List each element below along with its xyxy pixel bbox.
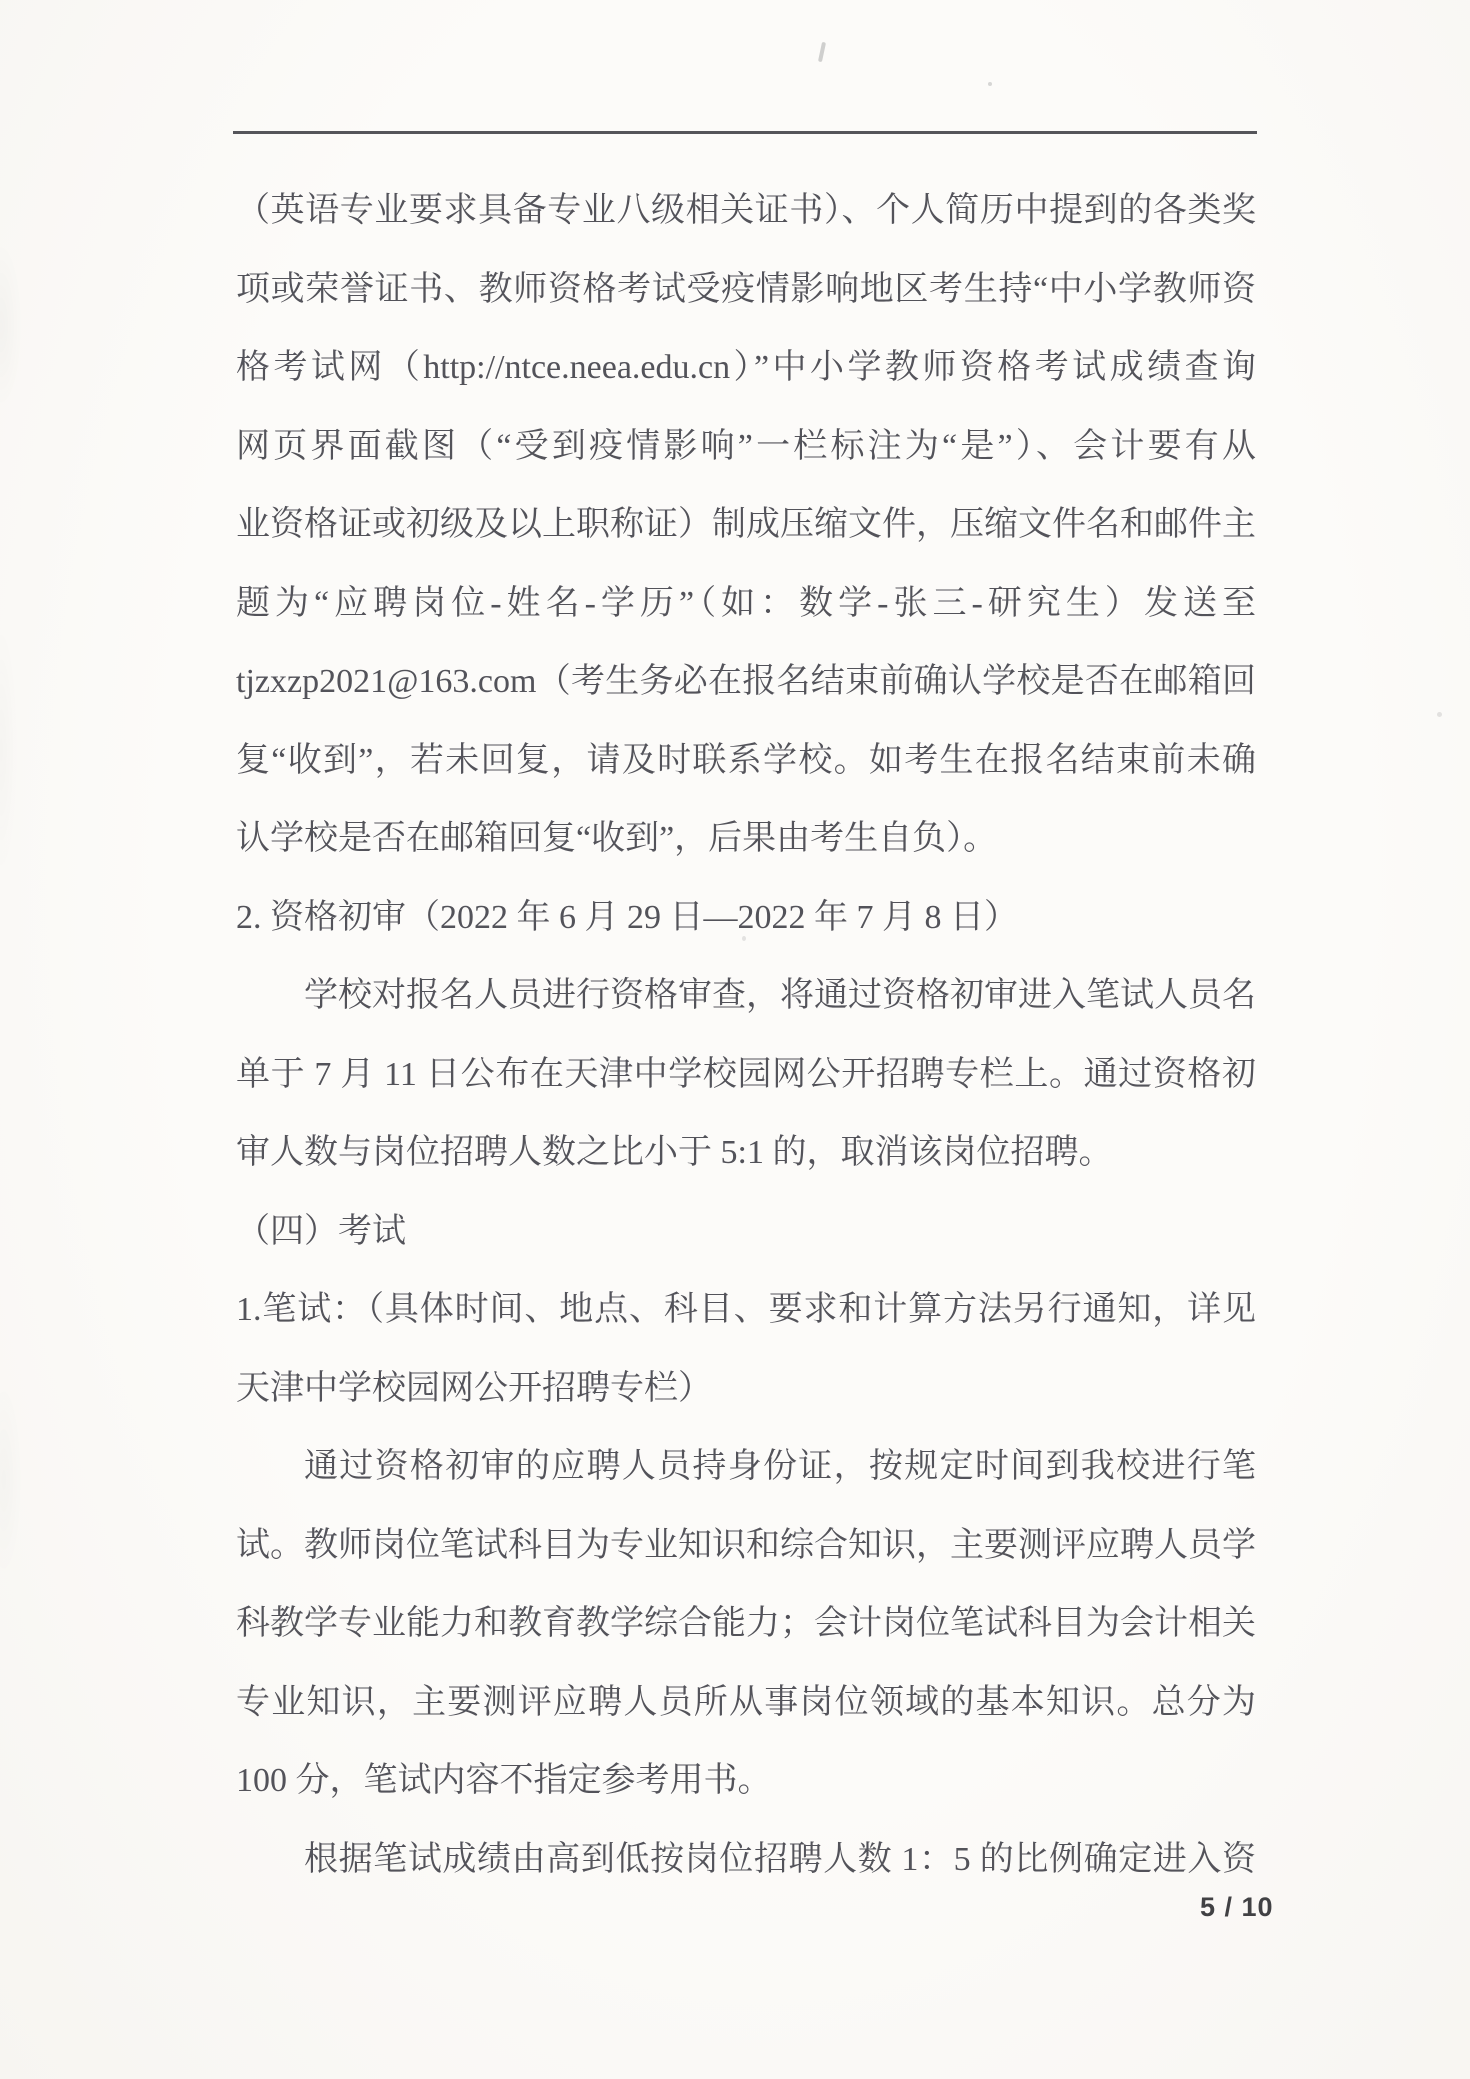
scan-speck: [742, 936, 746, 941]
text-line: 试。教师岗位笔试科目为专业知识和综合知识，主要测评应聘人员学: [236, 1526, 1256, 1564]
text-line: 100 分，笔试内容不指定参考用书。: [236, 1762, 772, 1799]
text-line: 专业知识，主要测评应聘人员所从事岗位领域的基本知识。总分为: [236, 1683, 1256, 1721]
header-rule: [233, 131, 1257, 134]
text-line: 科教学专业能力和教育教学综合能力；会计岗位笔试科目为会计相关: [236, 1605, 1256, 1642]
text-line: 项或荣誉证书、教师资格考试受疫情影响地区考生持“中小学教师资: [236, 270, 1256, 308]
text-line: 天津中学校园网公开招聘专栏）: [236, 1369, 712, 1407]
scan-mark: [818, 42, 826, 62]
scan-speck: [1437, 712, 1442, 717]
text-line: 学校对报名人员进行资格审查，将通过资格初审进入笔试人员名: [304, 977, 1256, 1014]
text-line: 2. 资格初审（2022 年 6 月 29 日—2022 年 7 月 8 日）: [236, 898, 1018, 936]
text-line: 认学校是否在邮箱回复“收到”，后果由考生自负）。: [236, 820, 998, 857]
text-line: 题为“应聘岗位-姓名-学历”（如：数学-张三-研究生）发送至: [236, 584, 1256, 622]
text-line: 网页界面截图（“受到疫情影响”一栏标注为“是”）、会计要有从: [236, 427, 1256, 465]
text-line: 复“收到”，若未回复，请及时联系学校。如考生在报名结束前未确: [236, 741, 1256, 779]
text-line: 根据笔试成绩由高到低按岗位招聘人数 1：5 的比例确定进入资: [304, 1840, 1256, 1878]
text-line: 1.笔试：（具体时间、地点、科目、要求和计算方法另行通知，详见: [236, 1291, 1256, 1328]
scan-speck: [988, 82, 992, 86]
text-line: 单于 7 月 11 日公布在天津中学校园网公开招聘专栏上。通过资格初: [236, 1055, 1256, 1093]
page-number: 5 / 10: [1200, 1892, 1274, 1922]
text-line: 业资格证或初级及以上职称证）制成压缩文件，压缩文件名和邮件主: [236, 506, 1256, 543]
text-line: 格考试网（http://ntce.neea.edu.cn）”中小学教师资格考试成绩查询: [236, 349, 1256, 386]
scan-smudge: [0, 240, 22, 410]
text-line: （四）考试: [236, 1212, 406, 1250]
scan-smudge: [0, 1380, 22, 1580]
scan-smudge: [0, 620, 18, 880]
text-line: 审人数与岗位招聘人数之比小于 5:1 的，取消该岗位招聘。: [236, 1134, 1113, 1171]
document-body: [236, 172, 1256, 1899]
text-line: tjzxzp2021@163.com（考生务必在报名结束前确认学校是否在邮箱回: [236, 663, 1256, 700]
text-line: 通过资格初审的应聘人员持身份证，按规定时间到我校进行笔: [304, 1448, 1256, 1485]
text-line: （英语专业要求具备专业八级相关证书）、个人简历中提到的各类奖: [236, 192, 1256, 229]
